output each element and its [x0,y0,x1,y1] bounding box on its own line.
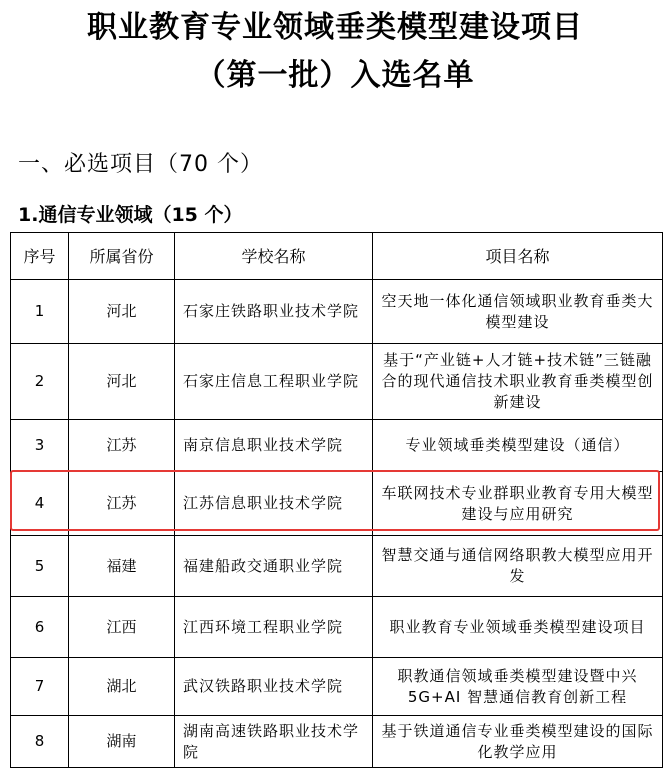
selection-table [10,232,663,768]
row-no: 5 [11,536,69,597]
row-project: 基于“产业链+人才链+技术链”三链融合的现代通信技术职业教育垂类模型创新建设 [373,344,663,420]
row-school: 武汉铁路职业技术学院 [175,658,373,716]
row-project: 基于铁道通信专业垂类模型建设的国际化教学应用 [373,716,663,768]
table-row [11,597,663,658]
header-school: 学校名称 [175,233,373,280]
row-province: 湖北 [69,658,175,716]
row-no: 8 [11,716,69,768]
row-project: 职教通信领域垂类模型建设暨中兴 5G+AI 智慧通信教育创新工程 [373,658,663,716]
header-no: 序号 [11,233,69,280]
row-project: 职业教育专业领域垂类模型建设项目 [373,597,663,658]
header-project: 项目名称 [373,233,663,280]
table-row [11,344,663,420]
row-school: 石家庄信息工程职业学院 [175,344,373,420]
row-no: 6 [11,597,69,658]
table-header-row [11,233,663,280]
row-no: 4 [11,472,69,536]
row-province: 江苏 [69,420,175,472]
table-row [11,658,663,716]
row-province: 福建 [69,536,175,597]
row-project: 专业领域垂类模型建设（通信） [373,420,663,472]
row-school: 湖南高速铁路职业技术学院 [175,716,373,768]
row-project: 智慧交通与通信网络职教大模型应用开发 [373,536,663,597]
table-row [11,280,663,344]
row-school: 福建船政交通职业学院 [175,536,373,597]
row-province: 江苏 [69,472,175,536]
row-no: 7 [11,658,69,716]
table-row [11,536,663,597]
subsection-heading: 1.通信专业领域（15 个） [18,204,243,226]
row-province: 江西 [69,597,175,658]
row-province: 河北 [69,344,175,420]
row-project: 空天地一体化通信领域职业教育垂类大模型建设 [373,280,663,344]
row-no: 3 [11,420,69,472]
document-title-line-1: 职业教育专业领域垂类模型建设项目 [87,10,583,45]
row-no: 1 [11,280,69,344]
document-title-line-2: （第一批）入选名单 [195,58,475,93]
row-school: 江西环境工程职业学院 [175,597,373,658]
row-school: 南京信息职业技术学院 [175,420,373,472]
row-school: 石家庄铁路职业技术学院 [175,280,373,344]
row-no: 2 [11,344,69,420]
table-row [11,420,663,472]
header-province: 所属省份 [69,233,175,280]
row-school: 江苏信息职业技术学院 [175,472,373,536]
row-province: 河北 [69,280,175,344]
table-row-highlighted [11,472,663,536]
table-row [11,716,663,768]
row-project: 车联网技术专业群职业教育专用大模型建设与应用研究 [373,472,663,536]
section-heading: 一、必选项目（70 个） [18,152,263,177]
row-province: 湖南 [69,716,175,768]
